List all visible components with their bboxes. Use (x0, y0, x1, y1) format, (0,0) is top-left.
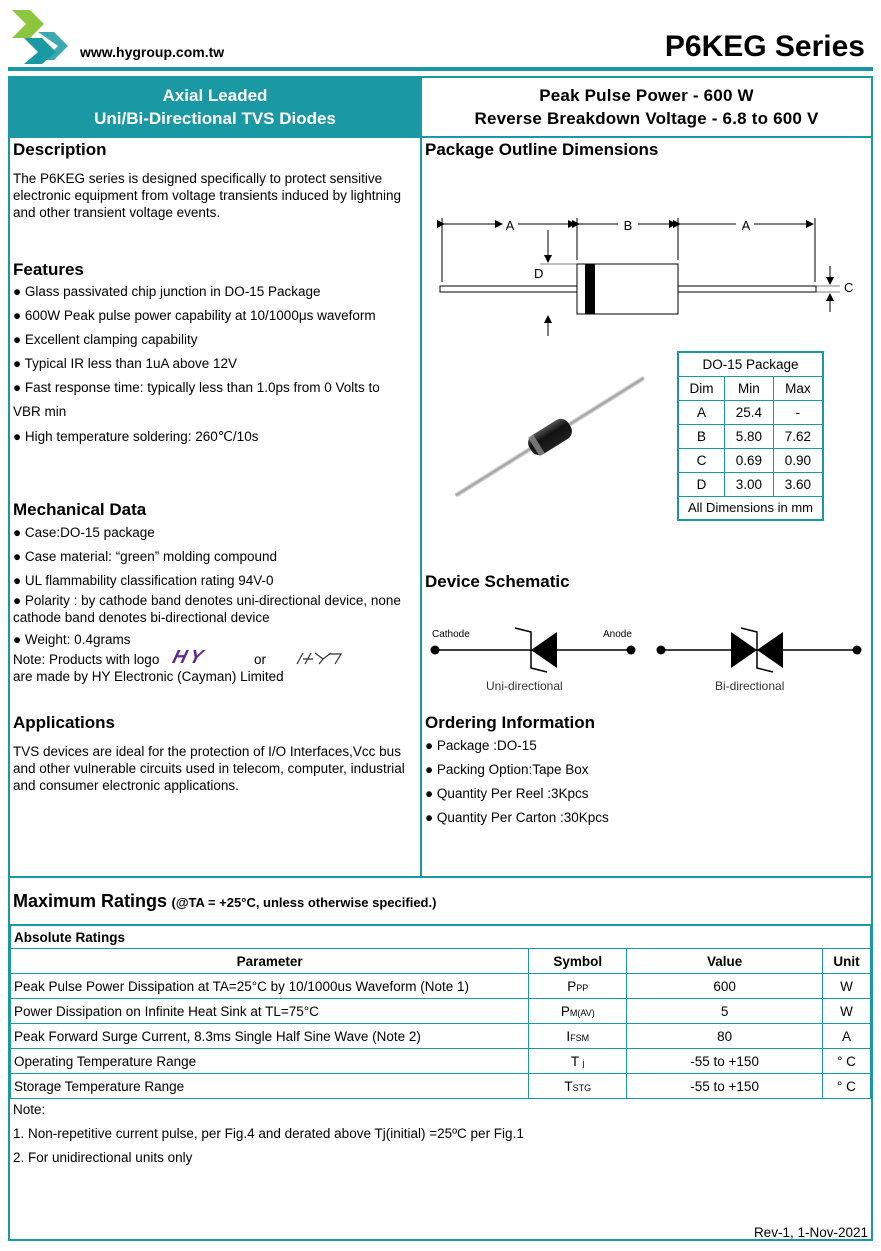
list-item: ● Glass passivated chip junction in DO-15 Package (13, 284, 321, 299)
anode-label: Anode (603, 629, 632, 640)
dim-label-a-left: A (505, 218, 515, 233)
table-row: D 3.00 3.60 (678, 472, 823, 496)
table-row: Peak Forward Surge Current, 8.3ms Single Half Sine Wave (Note 2) IFSM 80 A (11, 1024, 871, 1049)
ratings-notes (13, 1101, 863, 1166)
ratings-condition: (@TA = +25°C, unless otherwise specified.) (171, 895, 437, 910)
dim-label-c: C (844, 280, 854, 295)
column-header: Unit (822, 949, 870, 974)
note-heading: Note: (13, 1102, 46, 1117)
diode-photo (445, 372, 655, 502)
list-item-cont: VBR min (13, 404, 67, 419)
table-row: C 0.69 0.90 (678, 448, 823, 472)
list-item: ● Case material: “green” molding compound (13, 549, 278, 564)
list-item: ● Quantity Per Carton :30Kpcs (425, 810, 609, 825)
absolute-ratings-subheading: Absolute Ratings (11, 926, 871, 949)
revision-footer: Rev-1, 1-Nov-2021 (753, 1225, 868, 1240)
ordering-heading: Ordering Information (425, 713, 595, 732)
hy-outline-logo-icon (293, 651, 345, 667)
applications-heading: Applications (13, 713, 116, 732)
package-outline-diagram (430, 210, 870, 340)
table-row: B 5.80 7.62 (678, 424, 823, 448)
ordering-list (425, 737, 865, 833)
website-url[interactable]: www.hygroup.com.tw (80, 44, 225, 60)
dim-label-b: B (623, 218, 633, 233)
cathode-label: Cathode (432, 629, 470, 640)
banner-left-line1: Axial Leaded (162, 86, 268, 105)
banner-right-line1: Peak Pulse Power - 600 W (539, 86, 754, 105)
hy-logo-icon (10, 8, 74, 66)
description-text: The P6KEG series is designed specifically to protect sensitive electronic equipment from voltage transients induced by lightning and other transient voltage events. (13, 171, 401, 220)
ratings-top-rule (10, 876, 871, 878)
table-row: A 25.4 - (678, 400, 823, 424)
package-heading: Package Outline Dimensions (425, 140, 659, 159)
logo-note-line2: are made by HY Electronic (Cayman) Limited (13, 669, 284, 684)
logo-note (13, 647, 417, 685)
applications-text: TVS devices are ideal for the protection of I/O Interfaces,Vcc bus and other vulnerable circuits used in telecom, computer, industrial and consumer electronic applications. (13, 744, 405, 793)
column-header: Value (627, 949, 823, 974)
banner-left-line2: Uni/Bi-Directional TVS Diodes (94, 109, 336, 128)
schematic-heading: Device Schematic (425, 572, 570, 591)
dim-table-header: Dim (678, 376, 724, 400)
logo-note-or: or (254, 652, 267, 667)
logo-note-prefix: Note: Products with logo (13, 652, 160, 667)
dim-table-footer: All Dimensions in mm (678, 496, 823, 520)
dim-label-d: D (534, 266, 544, 281)
uni-directional-label: Uni-directional (486, 679, 563, 693)
dim-table-title: DO-15 Package (678, 352, 823, 376)
list-item-cont: cathode band denotes bi-directional device (13, 610, 270, 625)
dim-table-header: Max (773, 376, 823, 400)
list-item: ● Fast response time: typically less than 1.0ps from 0 Volts to (13, 380, 380, 395)
header-divider (8, 67, 873, 71)
dim-table-header: Min (724, 376, 773, 400)
ratings-table (10, 925, 871, 1099)
table-row: Operating Temperature Range T j -55 to +150 ° C (11, 1049, 871, 1074)
bi-directional-label: Bi-directional (715, 679, 785, 693)
dimension-table (677, 351, 824, 521)
column-header: Parameter (11, 949, 529, 974)
ratings-heading: Maximum Ratings (13, 891, 168, 911)
note-item: 2. For unidirectional units only (13, 1150, 193, 1165)
list-item: ● Packing Option:Tape Box (425, 762, 589, 777)
page-title: P6KEG Series (664, 30, 865, 63)
hy-solid-logo: HY (170, 647, 209, 668)
table-row: Peak Pulse Power Dissipation at TA=25°C by 10/1000us Waveform (Note 1) PPP 600 W (11, 974, 871, 999)
features-list (13, 283, 417, 452)
description-heading: Description (13, 140, 107, 159)
ratings-title (13, 891, 436, 912)
list-item: ● Weight: 0.4grams (13, 632, 131, 647)
list-item: ● UL flammability classification rating 94V-0 (13, 573, 274, 588)
list-item: ● Case:DO-15 package (13, 525, 155, 540)
list-item: ● Excellent clamping capability (13, 332, 198, 347)
product-type-banner (10, 78, 420, 136)
product-spec-banner (422, 78, 871, 136)
column-divider (420, 78, 422, 876)
banner-bottom-rule (10, 136, 871, 138)
dim-label-a-right: A (741, 218, 751, 233)
mechanical-list (13, 524, 417, 651)
list-item: ● Polarity : by cathode band denotes uni-directional device, none (13, 593, 401, 608)
list-item: ● High temperature soldering: 260℃/10s (13, 429, 259, 444)
column-header: Symbol (529, 949, 627, 974)
list-item: ● Package :DO-15 (425, 738, 537, 753)
list-item: ● 600W Peak pulse power capability at 10/1000μs waveform (13, 308, 376, 323)
mechanical-heading: Mechanical Data (13, 500, 147, 519)
table-row: Power Dissipation on Infinite Heat Sink at TL=75°C PM(AV) 5 W (11, 999, 871, 1024)
list-item: ● Quantity Per Reel :3Kpcs (425, 786, 589, 801)
list-item: ● Typical IR less than 1uA above 12V (13, 356, 238, 371)
device-schematic-diagram (425, 620, 870, 700)
note-item: 1. Non-repetitive current pulse, per Fig.4 and derated above Tj(initial) =25ºC per Fig.1 (13, 1126, 524, 1141)
features-heading: Features (13, 260, 84, 279)
table-row: Storage Temperature Range TSTG -55 to +150 ° C (11, 1074, 871, 1099)
banner-right-line2: Reverse Breakdown Voltage - 6.8 to 600 V (474, 109, 819, 128)
